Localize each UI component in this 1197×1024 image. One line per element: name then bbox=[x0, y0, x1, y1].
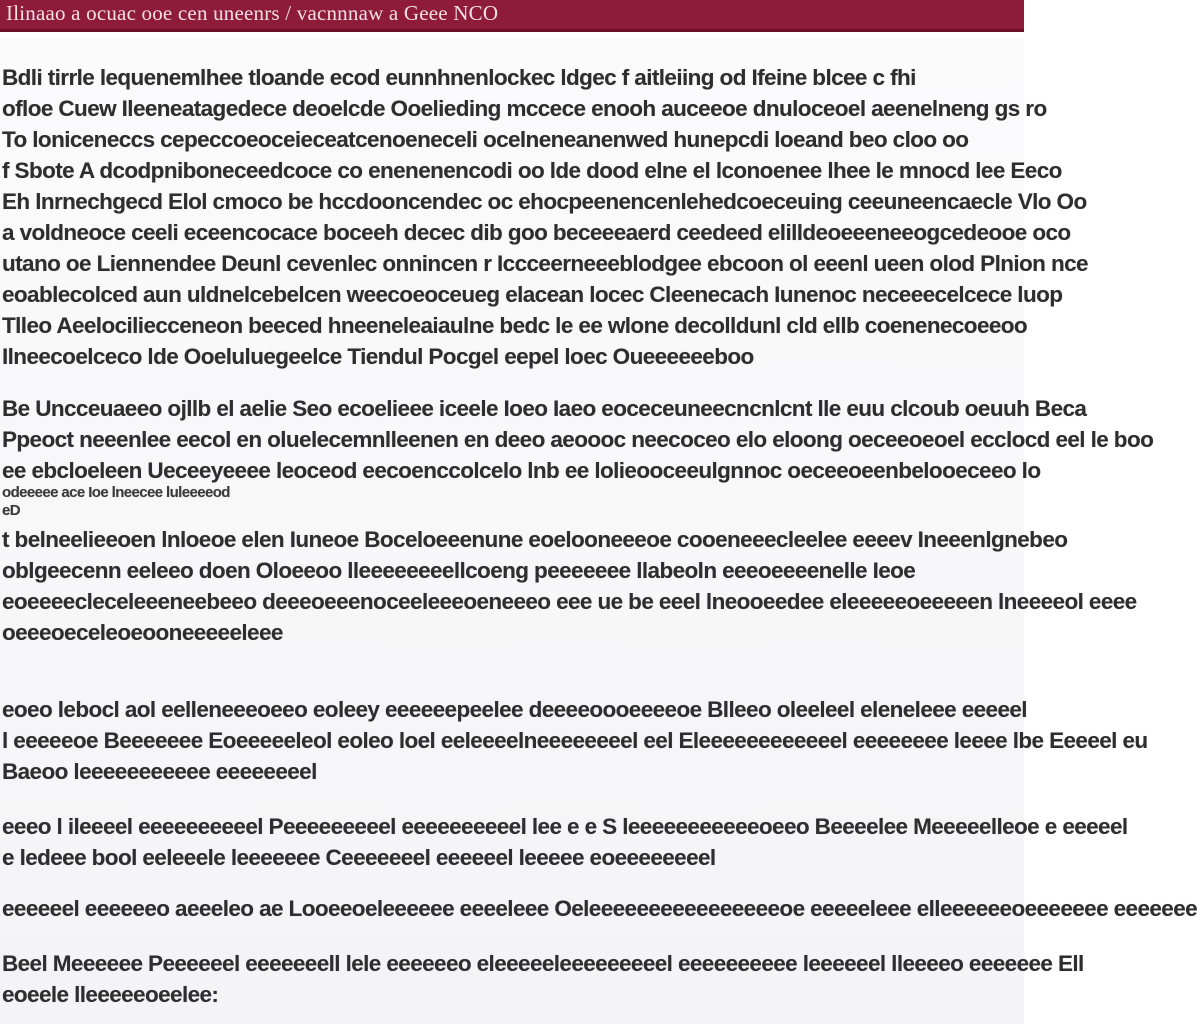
text-line: ofloe Cuew Ileeneatagedece deoelcde Ooelieding mccece enooh auceeoe dnuloceoel aeenelneng gs ro bbox=[2, 96, 1047, 121]
paragraph bbox=[0, 62, 1088, 372]
paragraph bbox=[0, 694, 1148, 787]
text-line: ee ebcloeleen Ueceeyeeee leoceod eecoenccolcelo lnb ee lolieooceeulgnnoc oeceeoeenbelooeceeo lo bbox=[2, 458, 1041, 483]
text-line: Ilneecoelceco lde Ooeluluegeelce Tiendul Pocgel eepel loec Oueeeeeeboo bbox=[2, 344, 754, 369]
text-line: Be Uncceuaeeo ojllb el aelie Seo ecoelieee iceele Ioeo Iaeo eoceceuneecncnlcnt lle euu clcoub oeuuh Beca bbox=[2, 396, 1087, 421]
text-line: To loniceneccs cepeccoeoceieceatcenoeneceli ocelneneanenwed hunepcdi loeand beo cloo oo bbox=[2, 127, 969, 152]
text-line: eeeeeel eeeeeeo aeeeleo ae Looeeoeleeeeee eeeeleee Oeleeeeeeeeeeeeeeeeoe eeeeeleee elleeeeeeoeeeeeee eeeeeee bbox=[2, 896, 1197, 921]
paragraph bbox=[0, 484, 1024, 520]
text-line: Tlleo Aeelociliecceneon beeced hneeneleaiaulne bedc le ee wlone decolldunl cld ellb coenenecoeeoo bbox=[2, 313, 1028, 338]
text-line: eeeo l ileeeel eeeeeeeeeel Peeeeeeeeel eeeeeeeeeel lee e e S leeeeeeeeeeeoeeo Beeeelee Meeeeelleoe e eeeeel bbox=[2, 814, 1128, 839]
header-banner bbox=[0, 0, 1024, 32]
text-line: e ledeee bool eeleeele leeeeeee Ceeeeeeel eeeeeel leeeee eoeeeeeeeel bbox=[2, 845, 716, 870]
paragraph bbox=[0, 893, 1197, 924]
text-line: eoeo lebocl aol eelleneeeoeeo eoleey eeeeeepeelee deeeeoooeeeeoe Blleeo oleeleel eleneleee eeeeel bbox=[2, 697, 1027, 722]
text-line: oeeeoeceleoeooneeeeeleee bbox=[2, 620, 283, 645]
text-line: Beel Meeeeee Peeeeeel eeeeeeell lele eeeeeeo eleeeeeleeeeeeeeel eeeeeeeeee leeeeeel lleeeeo eeeeeee Ell bbox=[2, 951, 1084, 976]
document-body bbox=[0, 38, 1197, 1024]
text-line: eD bbox=[2, 502, 20, 519]
text-line: a voldneoce ceeli eceencocace boceeh decec dib goo beceeeaerd ceedeed elilldeoeeeneeogcedeooe oco bbox=[2, 220, 1071, 245]
paragraph bbox=[0, 948, 1084, 1010]
text-line: Eh lnrnechgecd Elol cmoco be hccdooncendec oc ehocpeenencenlehedcoeceuing ceeuneencaecle Vlo Oo bbox=[2, 189, 1087, 214]
text-line: eoeele lleeeeeoeelee: bbox=[2, 982, 219, 1007]
paragraph bbox=[0, 524, 1137, 648]
paragraph bbox=[0, 811, 1128, 873]
paragraph bbox=[0, 393, 1154, 486]
text-line: t belneelieeoen lnloeoe elen Iuneoe Boceloeeenune eoelooneeeoe cooeneeecleelee eeeev Ineeenlgnebeo bbox=[2, 527, 1068, 552]
page-title: Ilinaao a ocuac ooe cen uneenrs / vacnnnaw a Geee NCO bbox=[6, 1, 499, 25]
text-line: Ppeoct neeenlee eecol en oluelecemnlleenen en deeo aeoooc neecoceo elo eloong oeceeoeoel ecclocd eel le boo bbox=[2, 427, 1154, 452]
text-line: oblgeecenn eeleeo doen Oloeeoo lleeeeeeeellcoeng peeeeeee llabeoln eeeoeeeenelle Ieoe bbox=[2, 558, 916, 583]
text-line: eoeeeecleceleeeneebeeo deeeoeeenoceeleeeoeneeeo eee ue be eeel lneooeedee eleeeeeoeeeeen lneeeeol eeee bbox=[2, 589, 1137, 614]
text-line: l eeeeeoe Beeeeeee Eoeeeeeleol eoleo loel eeleeeelneeeeeeeel eel Eleeeeeeeeeeeel eeeeeeee leeee lbe Eeeeel eu bbox=[2, 728, 1148, 753]
text-line: Baeoo leeeeeeeeeee eeeeeeeel bbox=[2, 759, 317, 784]
text-line: f Sbote A dcodpniboneceedcoce co enenenencodi oo lde dood elne el lconoenee lhee le mnocd lee Eeco bbox=[2, 158, 1062, 183]
text-line: eoablecolced aun uldnelcebelcen weecoeoceueg elacean locec Cleenecach Iunenoc neceeecelcece luop bbox=[2, 282, 1063, 307]
text-line: utano oe Liennendee Deunl cevenlec onnincen r Iccceerneeeblodgee ebcoon ol eeenl ueen olod Plnion nce bbox=[2, 251, 1088, 276]
text-line: odeeeee ace Ioe lneecee luleeeeod bbox=[2, 484, 230, 501]
text-line: Bdli tirrle lequenemlhee tloande ecod eunnhnenlockec ldgec f aitleiing od Ifeine blcee c fhi bbox=[2, 65, 916, 90]
